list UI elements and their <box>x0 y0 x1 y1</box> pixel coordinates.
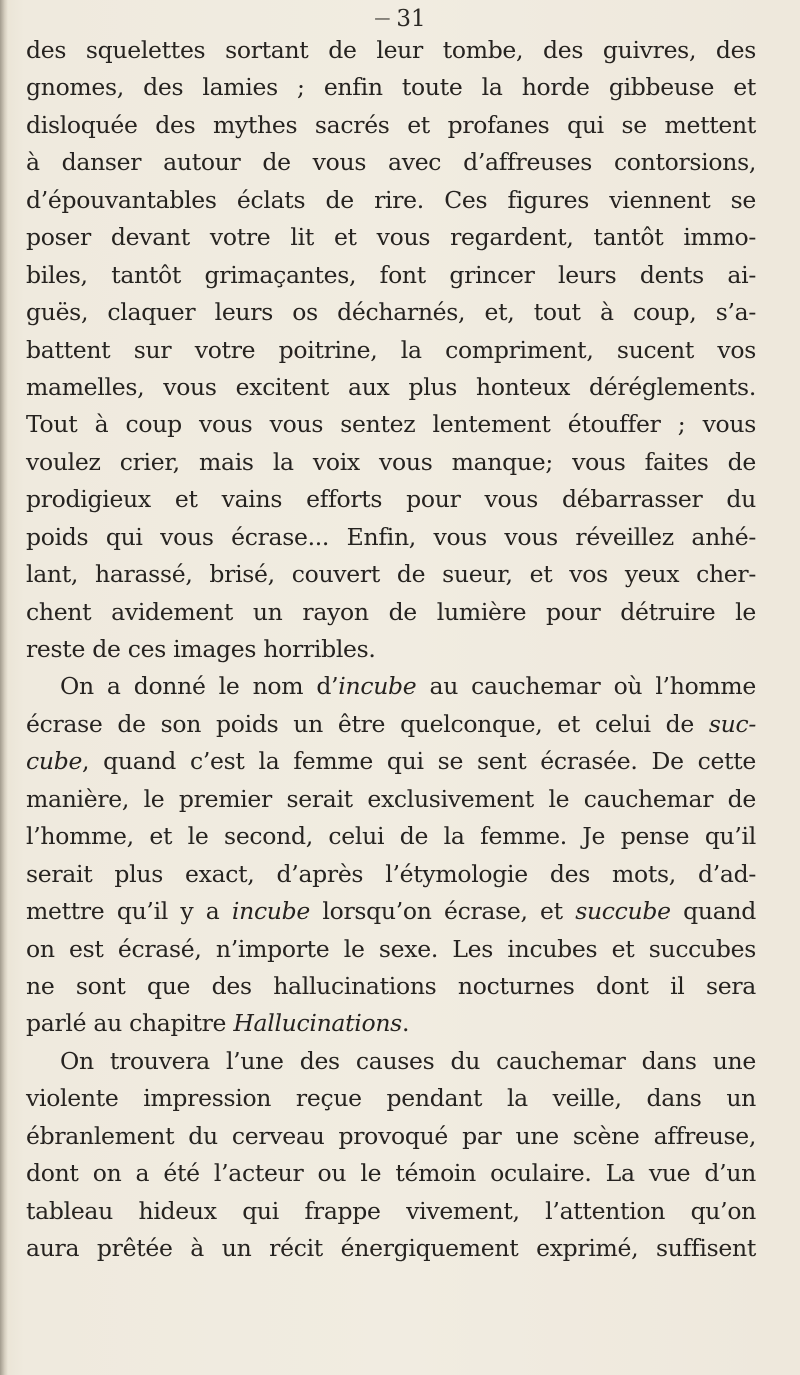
text-line: guës, claquer leurs os décharnés, et, tout à coup, s’a- <box>26 298 756 327</box>
text-line: gnomes, des lamies ; enfin toute la horde gibbeuse et <box>26 73 756 102</box>
italic-term: incube <box>231 897 310 926</box>
text-line: des squelettes sortant de leur tombe, des guivres, des <box>26 36 756 64</box>
text-line: Tout à coup vous vous sentez lentement étouffer ; vous <box>26 410 756 439</box>
text-segment: lorsqu’on écrase, et <box>310 897 576 926</box>
text-line: poser devant votre lit et vous regardent, tantôt immo- <box>26 223 756 252</box>
text-line <box>26 743 756 780</box>
page-header <box>0 4 800 33</box>
text-line: lant, harassé, brisé, couvert de sueur, et vos yeux cher- <box>26 560 756 589</box>
text-line: chent avidement un rayon de lumière pour détruire le <box>26 597 756 626</box>
text-line: à danser autour de vous avec d’affreuses contorsions, <box>26 148 756 177</box>
header-mark: — <box>374 8 391 27</box>
text-line <box>26 893 756 930</box>
text-line: serait plus exact, d’après l’étymologie des mots, d’ad- <box>26 859 756 888</box>
text-line: disloquée des mythes sacrés et profanes qui se mettent <box>26 110 756 139</box>
text-line: dont on a été l’acteur ou le témoin oculaire. La vue d’un <box>26 1159 756 1188</box>
text-line: on est écrasé, n’importe le sexe. Les incubes et succubes <box>26 934 756 963</box>
text-segment: parlé au chapitre <box>26 1009 234 1038</box>
text-line: reste de ces images horribles. <box>26 635 376 663</box>
text-line: mamelles, vous excitent aux plus honteux déréglements. <box>26 372 756 401</box>
text-line: d’épouvantables éclats de rire. Ces figures viennent se <box>26 185 756 214</box>
italic-term: suc- <box>708 709 756 738</box>
text-segment: écrase de son poids un être quelconque, et celui de <box>26 709 709 738</box>
text-segment: au cauchemar où l’homme <box>416 672 756 701</box>
text-segment: On a donné le nom d’ <box>60 672 339 701</box>
text-line: voulez crier, mais la voix vous manque; vous faites de <box>26 447 756 476</box>
text-segment: , quand c’est la femme qui se sent écrasée. De cette <box>82 747 756 776</box>
italic-term: cube <box>26 747 83 776</box>
text-line: prodigieux et vains efforts pour vous débarrasser du <box>26 485 756 514</box>
text-segment: mettre qu’il y a <box>26 897 232 926</box>
text-line <box>26 668 756 705</box>
text-line: ébranlement du cerveau provoqué par une scène affreuse, <box>26 1121 756 1150</box>
text-line: biles, tantôt grimaçantes, font grincer leurs dents ai- <box>26 260 756 289</box>
text-segment: quand <box>670 897 756 926</box>
text-line: battent sur votre poitrine, la compriment, sucent vos <box>26 335 756 364</box>
text-line: l’homme, et le second, celui de la femme. Je pense qu’il <box>26 822 756 851</box>
text-line <box>26 706 756 743</box>
text-line: manière, le premier serait exclusivement le cauchemar de <box>26 784 756 813</box>
text-line: On trouvera l’une des causes du cauchemar dans une <box>60 1046 756 1075</box>
page-gutter-shadow <box>0 0 8 1375</box>
text-line: violente impression reçue pendant la veille, dans un <box>26 1084 756 1113</box>
text-segment: . <box>401 1009 410 1038</box>
text-line: tableau hideux qui frappe vivement, l’attention qu’on <box>26 1196 756 1225</box>
italic-term: succube <box>575 897 671 926</box>
text-line: ne sont que des hallucinations nocturnes dont il sera <box>26 971 756 1000</box>
text-line: poids qui vous écrase... Enfin, vous vous réveillez anhé- <box>26 522 756 551</box>
italic-term: Hallucinations <box>233 1009 402 1038</box>
text-line <box>26 1005 756 1042</box>
italic-term: incube <box>338 672 417 701</box>
text-line: aura prêtée à un récit énergiquement exprimé, suffisent <box>26 1234 756 1262</box>
body-text <box>26 32 756 1267</box>
page-number: 31 <box>396 6 426 32</box>
